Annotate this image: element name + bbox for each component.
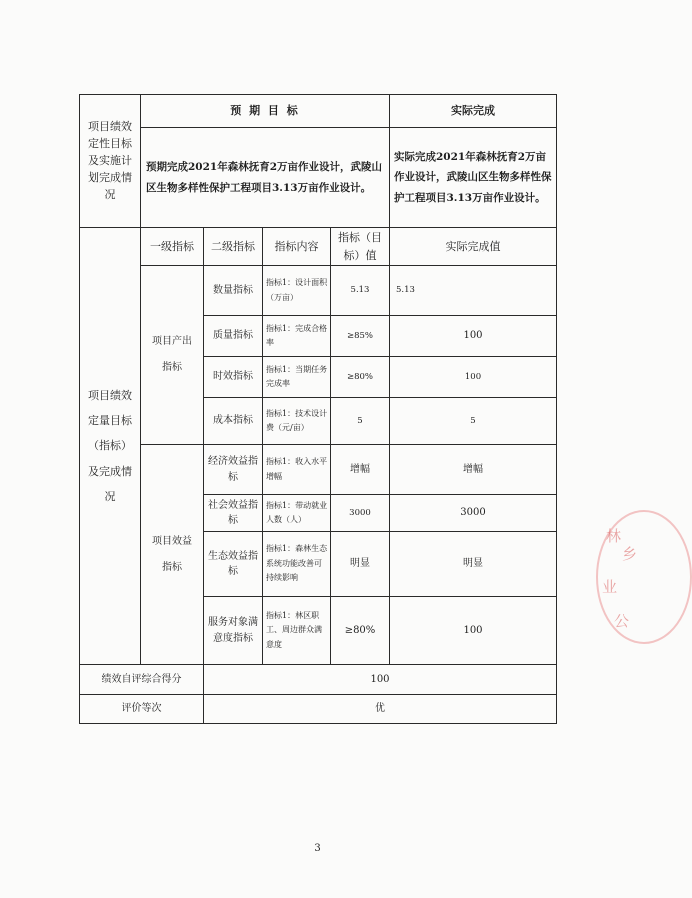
seal-char-1: 林 (606, 527, 622, 545)
row-timeliness-content: 指标1：当期任务完成率 (266, 364, 328, 388)
row-ecological-actual: 明显 (463, 558, 483, 570)
header-level1: 一级指标 (150, 239, 194, 253)
header-content: 指标内容 (274, 239, 319, 253)
row-cost-actual: 5 (470, 415, 476, 426)
row-social-content: 指标1：带动就业人数（人） (266, 500, 328, 524)
group-benefit-label: 项目效益指标 (152, 535, 192, 573)
row-economic-actual: 增幅 (463, 463, 483, 475)
row-quantity-level2: 数量指标 (213, 284, 253, 296)
quantitative-section-label: 项目绩效定量目标（指标）及完成情况 (88, 388, 132, 503)
row-satisfaction-level2: 服务对象满意度指标 (208, 617, 258, 644)
row-quantity-target: 5.13 (350, 285, 370, 296)
row-timeliness-actual: 100 (464, 371, 482, 382)
row-timeliness-target: ≥80% (346, 371, 373, 382)
seal-char-2: 乡 (622, 545, 638, 563)
row-economic-target: 增幅 (350, 463, 370, 475)
page-number: 3 (314, 843, 321, 854)
score-value: 100 (370, 673, 390, 685)
grade-label: 评价等次 (121, 703, 162, 715)
grade-value: 优 (375, 703, 385, 715)
row-satisfaction-content: 指标1：林区职工、周边群众满意度 (266, 610, 322, 649)
score-label: 绩效自评综合得分 (101, 673, 182, 685)
row-social-level2: 社会效益指标 (208, 499, 258, 526)
row-satisfaction-actual: 100 (463, 624, 483, 636)
row-economic-content: 指标1：收入水平增幅 (266, 457, 328, 481)
group-output-label: 项目产出指标 (152, 336, 192, 373)
qualitative-section-label: 项目绩效定性目标及实施计划完成情况 (88, 119, 132, 202)
actual-completion-header: 实际完成 (451, 104, 495, 118)
row-quality-level2: 质量指标 (213, 330, 253, 342)
actual-completion-text: 实际完成2021年森林抚育2万亩作业设计，武陵山区生物多样性保护工程项目3.13万亩作业设计。 (394, 150, 552, 204)
row-quality-target: ≥85% (346, 330, 373, 341)
row-quality-content: 指标1：完成合格率 (266, 323, 328, 347)
expected-goal-text: 预期完成2021年森林抚育2万亩作业设计，武陵山区生物多样性保护工程项目3.13万亩作业设计。 (146, 161, 383, 194)
row-cost-level2: 成本指标 (213, 415, 253, 427)
row-social-target: 3000 (349, 507, 371, 518)
row-social-actual: 3000 (460, 507, 486, 519)
row-ecological-content: 指标1：森林生态系统功能改善可持续影响 (266, 544, 328, 583)
row-timeliness-level2: 时效指标 (213, 371, 253, 383)
row-quality-actual: 100 (463, 330, 483, 342)
header-actual: 实际完成值 (445, 239, 501, 253)
row-economic-level2: 经济效益指标 (208, 456, 258, 483)
row-quantity-actual: 5.13 (396, 285, 415, 296)
header-level2: 二级指标 (211, 239, 255, 253)
row-satisfaction-target: ≥80% (344, 624, 376, 636)
expected-goal-header: 预 期 目 标 (230, 104, 300, 118)
header-target: 指标（目标）值 (338, 231, 382, 262)
row-cost-content: 指标1：技术设计费（元/亩） (266, 408, 328, 432)
row-ecological-target: 明显 (350, 558, 370, 570)
seal-char-4: 公 (614, 612, 630, 630)
row-cost-target: 5 (357, 415, 363, 426)
row-quantity-content: 指标1：设计面积（万亩） (266, 278, 328, 302)
seal-char-3: 业 (602, 578, 618, 596)
row-ecological-level2: 生态效益指标 (208, 550, 258, 577)
